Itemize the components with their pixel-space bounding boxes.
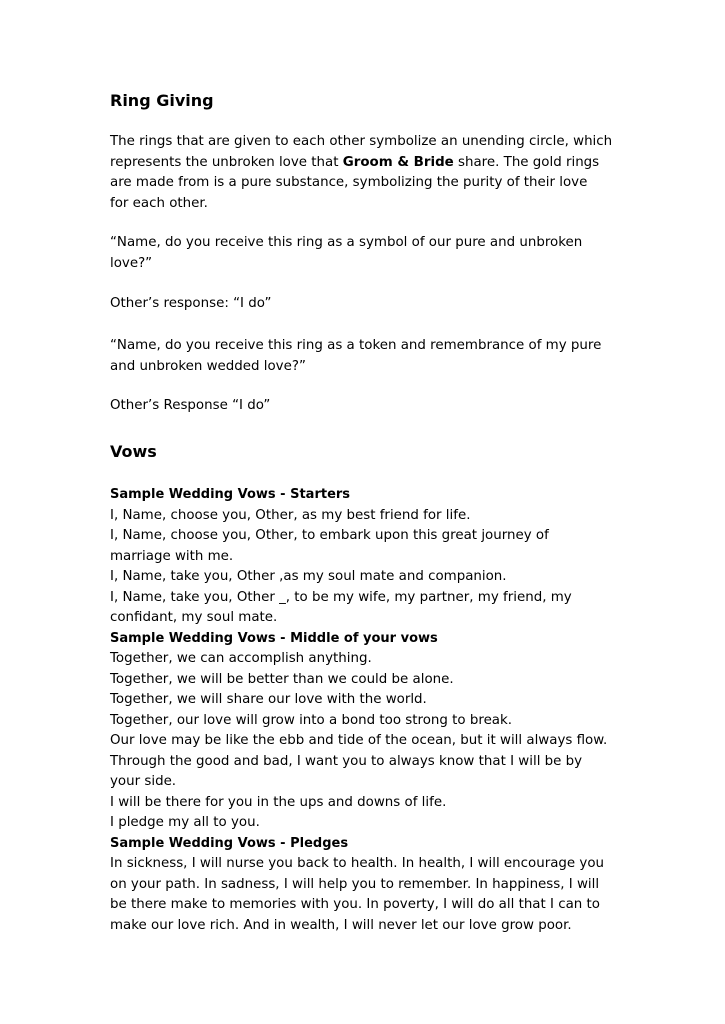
vow-line: be there make to memories with you. In poverty, I will do all that I can to [110,897,600,912]
vow-line: I, Name, take you, Other ,as my soul mate and companion. [110,569,507,584]
ring-giving-heading: Ring Giving [110,91,214,110]
vows-sections [110,485,625,936]
vows-heading: Vows [110,442,157,461]
couple-names: Groom & Bride [342,154,454,170]
section-title: Sample Wedding Vows - Starters [110,487,351,502]
vow-line: Through the good and bad, I want you to always know that I will be by [110,753,583,769]
vows-section-middle [110,629,625,834]
vows-section-starters [110,485,625,629]
vow-line: I pledge my all to you. [110,815,260,830]
ring-response-2: Other’s Response “I do” [110,398,271,413]
vow-line: on your path. In sadness, I will help you to remember. In happiness, I will [110,876,600,892]
paragraph-line: The rings that are given to each other symbolize an unending circle, which [110,134,613,149]
vow-line: I, Name, choose you, Other, as my best friend for life. [110,507,471,523]
vow-line: I, Name, choose you, Other, to embark upon this great journey of [110,528,549,543]
vow-line: Together, we can accomplish anything. [110,651,372,666]
paragraph-line: for each other. [110,195,208,211]
paragraph-line: are made from is a pure substance, symbolizing the purity of their love [110,175,588,190]
ring-response-1: Other’s response: “I do” [110,296,272,311]
ring-symbolism-paragraph [110,132,625,214]
vow-line: your side. [110,774,177,789]
vow-line: marriage with me. [110,548,234,564]
paragraph-line: represents the unbroken love that Groom & Bride share. The gold rings [110,154,600,170]
vow-line: confidant, my soul mate. [110,610,278,625]
vow-line: I will be there for you in the ups and downs of life. [110,794,447,810]
vow-line: Our love may be like the ebb and tide of the ocean, but it will always flow. [110,733,608,748]
vow-line: In sickness, I will nurse you back to health. In health, I will encourage you [110,856,605,871]
ring-question-2: “Name, do you receive this ring as a token and remembrance of my pure and unbroken wedded love?” [110,338,602,374]
vow-line: Together, we will be better than we could be alone. [110,671,454,687]
section-title: Sample Wedding Vows - Middle of your vows [110,630,438,646]
ring-question-1: “Name, do you receive this ring as a symbol of our pure and unbroken love?” [110,235,583,271]
vows-section-pledges [110,834,625,937]
vow-line: I, Name, take you, Other _, to be my wife, my partner, my friend, my [110,589,572,605]
vow-line: make our love rich. And in wealth, I will never let our love grow poor. [110,917,572,933]
vow-line: Together, our love will grow into a bond too strong to break. [110,712,513,728]
section-title: Sample Wedding Vows - Pledges [110,835,349,851]
vow-line: Together, we will share our love with the world. [110,692,427,707]
